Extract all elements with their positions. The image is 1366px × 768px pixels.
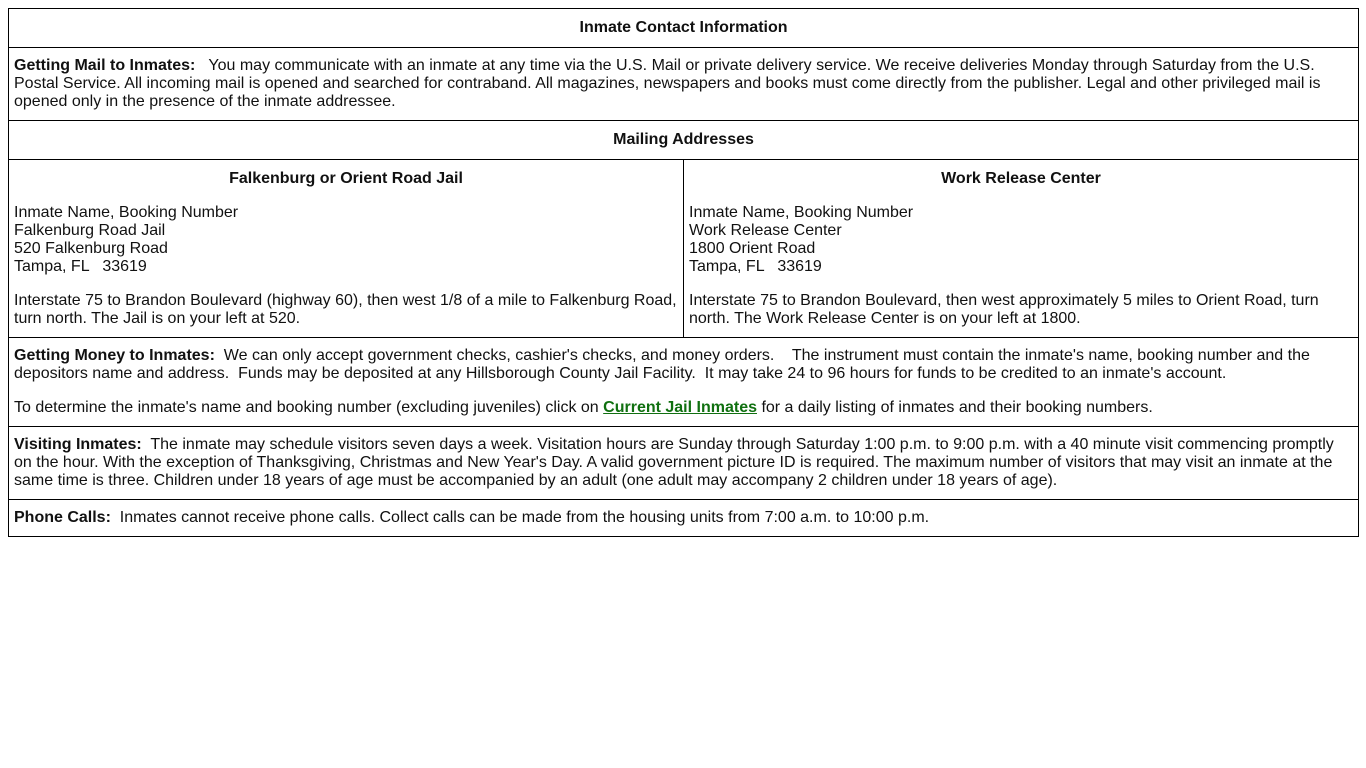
address-line: 520 Falkenburg Road [14,240,168,257]
phone-section [9,500,1359,537]
phone-text: Inmates cannot receive phone calls. Collect calls can be made from the housing units from 7:00 a.m. to 10:00 p.m. [119,509,930,526]
mail-section [9,48,1359,121]
money-label: Getting Money to Inmates: [14,347,215,364]
money-section [9,338,1359,427]
address-line: Falkenburg Road Jail [14,222,166,239]
visiting-section [9,427,1359,500]
address-line: Inmate Name, Booking Number [689,204,914,221]
mailing-addresses-heading-text: Mailing Addresses [613,131,754,148]
address-line: Tampa, FL 33619 [14,258,147,275]
phone-label: Phone Calls: [14,509,111,526]
lookup-text-before: To determine the inmate's name and booking number (excluding juveniles) click on [14,399,599,416]
address-line: Inmate Name, Booking Number [14,204,239,221]
driving-directions: Interstate 75 to Brandon Boulevard, then west approximately 5 miles to Orient Road, turn north. The Work Release Center is on your left at 1800. [689,292,1319,327]
mail-text: You may communicate with an inmate at any time via the U.S. Mail or private delivery service. We receive deliveries Monday through Saturday from the U.S. Postal Service. All incoming mail is opened and searched for contraband. All magazines, newspapers and books must come directly from the publisher. Legal and other privileged mail is opened only in the presence of the inmate addressee. [14,57,1321,110]
current-jail-inmates-link[interactable]: Current Jail Inmates [603,399,757,416]
address-line: Tampa, FL 33619 [689,258,822,275]
mailing-addresses-heading [9,121,1359,160]
inmate-contact-table [8,8,1359,537]
visiting-label: Visiting Inmates: [14,436,142,453]
driving-directions: Interstate 75 to Brandon Boulevard (highway 60), then west 1/8 of a mile to Falkenburg Road, turn north. The Jail is on your left at 520. [14,292,677,327]
address-column-work-release [684,160,1359,338]
mailing-address [689,204,1353,276]
page-title [9,9,1359,48]
address-column-title: Work Release Center [941,170,1101,187]
address-column-title: Falkenburg or Orient Road Jail [229,170,463,187]
address-line: Work Release Center [689,222,842,239]
address-line: 1800 Orient Road [689,240,816,257]
mailing-address [14,204,678,276]
inmate-lookup-paragraph [14,399,1353,417]
lookup-text-after: for a daily listing of inmates and their booking numbers. [761,399,1153,416]
page-title-text: Inmate Contact Information [579,19,788,36]
address-column-falkenburg [9,160,684,338]
visiting-text: The inmate may schedule visitors seven days a week. Visitation hours are Sunday through Saturday 1:00 p.m. to 9:00 p.m. with a 40 minute visit commencing promptly on the hour. With the exception of Thanksgiving, Christmas and New Year's Day. A valid government picture ID is required. The maximum number of visitors that may visit an inmate at the same time is three. Children under 18 years of age must be accompanied by an adult (one adult may accompany 2 children under 18 years of age). [14,436,1334,489]
money-text: We can only accept government checks, cashier's checks, and money orders. The instrument must contain the inmate's name, booking number and the depositors name and address. Funds may be deposited at any Hillsborough County Jail Facility. It may take 24 to 96 hours for funds to be credited to an inmate's account. [14,347,1315,382]
mail-label: Getting Mail to Inmates: [14,57,196,74]
